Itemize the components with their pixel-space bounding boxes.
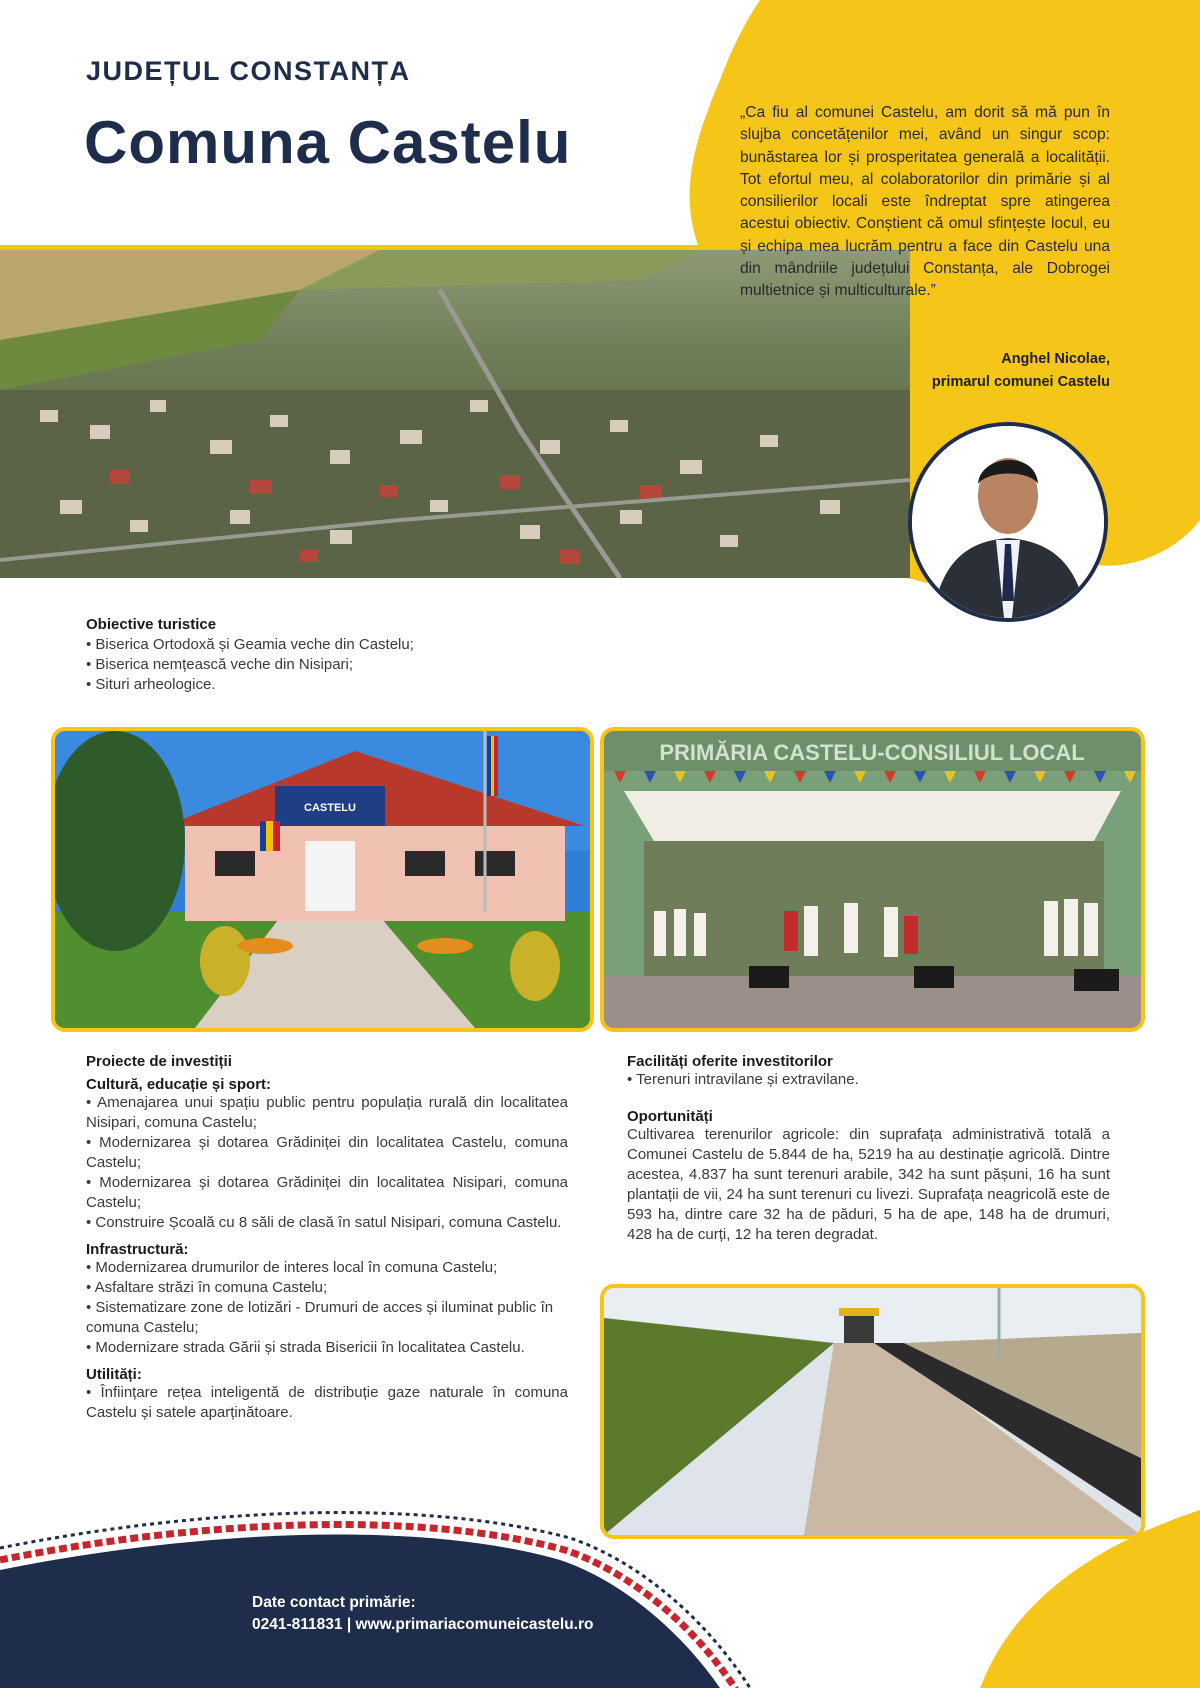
tourism-heading: Obiective turistice: [86, 616, 217, 633]
county-title: JUDEȚUL CONSTANȚA: [86, 56, 411, 86]
tourism-section: [86, 616, 546, 695]
contact-block: [252, 1592, 593, 1636]
culture-heading: Cultură, educație și sport:: [86, 1076, 272, 1093]
author-name: Anghel Nicolae,: [1001, 351, 1110, 367]
opportunities-heading: Oportunități: [627, 1108, 713, 1125]
page-title: Comuna Castelu: [84, 109, 572, 176]
mayor-portrait: [908, 422, 1108, 622]
author-role: primarul comunei Castelu: [931, 374, 1110, 390]
opportunities-text: Cultivarea terenurilor agricole: din suprafața administrativă totală a Comunei Castelu de 5.844 de ha, 5219 ha au destinație agricolă. Dintre acestea, 4.837 ha sunt terenuri arabile, 342 ha sunt pășuni, 16 ha sunt plantații de vii, 24 ha sunt terenuri cu livezi. Suprafața neagricolă este de 593 ha, dintre care 32 ha de păduri, 5 ha de ape, 148 ha de drumuri, 428 ha de curți, 12 ha teren degradat.: [627, 1126, 1110, 1243]
tourism-item: • Biserica nemțească veche din Nisipari;: [86, 656, 354, 673]
infrastructure-item: • Modernizarea drumurilor de interes local în comuna Castelu;: [86, 1259, 498, 1276]
building-sign: CASTELU: [304, 802, 356, 814]
investments-heading: Proiecte de investiții: [86, 1053, 232, 1070]
culture-item: • Construire Școală cu 8 săli de clasă în satul Nisipari, comuna Castelu.: [86, 1214, 562, 1231]
infrastructure-heading: Infrastructură:: [86, 1241, 189, 1258]
town-hall-photo: [51, 727, 594, 1032]
quote-signature: [932, 348, 1110, 394]
mayor-quote: „Ca fiu al comunei Castelu, am dorit să mă pun în slujba concetățenilor mei, având un singur scop: bunăstarea lor și prosperitatea generală a localității. Tot efortul meu, al colaboratorilor din primărie și al consilierilor locali este îndreptat spre atingerea acestui obiectiv. Conștient că omul sfințește locul, eu și echipa mea lucrăm pentru a face din Castelu una din mândriile județului Constanța, ale Dobrogei multietnice și multiculturale.”: [740, 104, 1110, 300]
infrastructure-item: • Modernizare strada Gării și strada Bisericii în localitatea Castelu.: [86, 1339, 525, 1356]
investments-section: [86, 1053, 568, 1423]
infrastructure-item: • Asfaltare străzi în comuna Castelu;: [86, 1279, 328, 1296]
footer-decoration: [0, 1490, 1200, 1688]
culture-item: • Modernizarea și dotarea Grădiniței din localitatea Nisipari, comuna Castelu;: [86, 1174, 568, 1211]
utilities-item: • Înființare rețea inteligentă de distribuție gaze naturale în comuna Castelu și satele aparținătoare.: [86, 1384, 568, 1421]
culture-item: • Amenajarea unui spațiu public pentru populația rurală din localitatea Nisipari, comuna Castelu;: [86, 1094, 568, 1131]
culture-item: • Modernizarea și dotarea Grădiniței din localitatea Castelu, comuna Castelu;: [86, 1134, 568, 1171]
stage-banner: PRIMĂRIA CASTELU-CONSILIUL LOCAL: [659, 740, 1085, 765]
tourism-item: • Situri arheologice.: [86, 676, 216, 693]
contact-label: Date contact primărie:: [252, 1594, 416, 1611]
facilities-item: • Terenuri intravilane și extravilane.: [627, 1071, 859, 1088]
tourism-item: • Biserica Ortodoxă și Geamia veche din Castelu;: [86, 636, 414, 653]
contact-value[interactable]: 0241-811831 | www.primariacomuneicastelu.ro: [252, 1616, 594, 1633]
utilities-heading: Utilități:: [86, 1366, 142, 1383]
festival-stage-photo: [600, 727, 1145, 1032]
facilities-heading: Facilități oferite investitorilor: [627, 1053, 833, 1070]
infrastructure-item: • Sistematizare zone de lotizări - Drumuri de acces și iluminat public în comuna Castelu;: [86, 1299, 554, 1336]
facilities-section: [627, 1053, 1110, 1245]
